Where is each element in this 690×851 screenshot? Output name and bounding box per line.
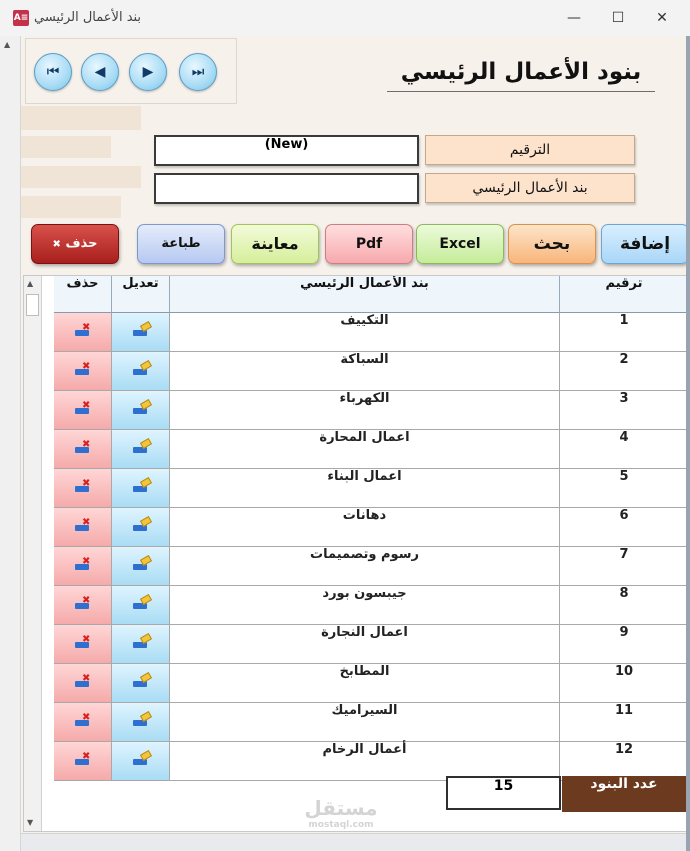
header-number: ترقيم [560, 276, 686, 313]
next-record-button[interactable] [129, 53, 167, 91]
edit-record-icon [133, 638, 149, 649]
row-delete-button[interactable] [54, 430, 112, 469]
row-main-item: التكييف [170, 313, 560, 352]
preview-button[interactable]: معاينة [231, 224, 319, 264]
first-record-button[interactable] [34, 53, 72, 91]
row-edit-button[interactable] [112, 625, 170, 664]
next-icon: ▶ [142, 64, 154, 80]
decor-brick [21, 196, 121, 218]
table-row[interactable] [54, 547, 686, 586]
row-main-item: أعمال الرخام [170, 742, 560, 781]
row-main-item: السيراميك [170, 703, 560, 742]
row-number: 7 [560, 547, 686, 586]
row-number: 10 [560, 664, 686, 703]
table-row[interactable] [54, 508, 686, 547]
row-number: 12 [560, 742, 686, 781]
row-main-item: الكهرباء [170, 391, 560, 430]
table-row[interactable] [54, 664, 686, 703]
delete-label: حذف [65, 236, 98, 251]
delete-record-icon: ✖ [75, 521, 91, 532]
row-edit-button[interactable] [112, 469, 170, 508]
row-edit-button[interactable] [112, 586, 170, 625]
table-row[interactable] [54, 391, 686, 430]
row-edit-button[interactable] [112, 391, 170, 430]
edit-record-icon [133, 404, 149, 415]
close-button[interactable]: ✕ [656, 10, 668, 26]
row-number: 8 [560, 586, 686, 625]
row-number: 5 [560, 469, 686, 508]
edit-record-icon [133, 599, 149, 610]
row-delete-button[interactable] [54, 508, 112, 547]
delete-button[interactable] [31, 224, 119, 264]
table-row[interactable] [54, 352, 686, 391]
table-row[interactable] [54, 469, 686, 508]
decor-brick [21, 166, 141, 188]
row-edit-button[interactable] [112, 742, 170, 781]
row-delete-button[interactable] [54, 586, 112, 625]
last-icon: ⏭ [191, 64, 205, 80]
scroll-up-icon[interactable]: ▲ [4, 40, 11, 49]
delete-icon: ✖ [52, 239, 61, 250]
row-number: 2 [560, 352, 686, 391]
header-edit: تعديل [112, 276, 170, 313]
item-count-value: 15 [446, 776, 561, 810]
table-row[interactable] [54, 430, 686, 469]
decor-brick [21, 106, 141, 130]
table-row[interactable] [54, 586, 686, 625]
row-edit-button[interactable] [112, 703, 170, 742]
table-row[interactable] [54, 703, 686, 742]
main-item-label: بند الأعمال الرئيسي [425, 173, 635, 203]
delete-record-icon: ✖ [75, 365, 91, 376]
record-navigator [25, 38, 237, 104]
table-row[interactable] [54, 313, 686, 352]
previous-icon: ◀ [94, 64, 106, 80]
excel-button[interactable]: Excel [416, 224, 504, 264]
pdf-button[interactable]: Pdf [325, 224, 413, 264]
delete-record-icon: ✖ [75, 482, 91, 493]
number-label: الترقيم [425, 135, 635, 165]
row-edit-button[interactable] [112, 313, 170, 352]
edit-record-icon [133, 326, 149, 337]
row-delete-button[interactable] [54, 469, 112, 508]
row-number: 3 [560, 391, 686, 430]
minimize-button[interactable]: — [567, 10, 581, 26]
print-button[interactable]: طباعة [137, 224, 225, 264]
row-edit-button[interactable] [112, 547, 170, 586]
form-bottom-bar [21, 833, 686, 851]
scroll-thumb[interactable] [26, 294, 39, 316]
search-button[interactable]: بحث [508, 224, 596, 264]
row-main-item: المطابخ [170, 664, 560, 703]
window-title: بند الأعمال الرئيسي [34, 10, 142, 25]
delete-record-icon: ✖ [75, 443, 91, 454]
row-number: 1 [560, 313, 686, 352]
delete-record-icon: ✖ [75, 755, 91, 766]
delete-record-icon: ✖ [75, 599, 91, 610]
grid-scrollbar[interactable] [24, 276, 42, 831]
main-item-field[interactable] [154, 173, 419, 204]
row-main-item: اعمال النجارة [170, 625, 560, 664]
row-delete-button[interactable] [54, 352, 112, 391]
row-main-item: رسوم وتصميمات [170, 547, 560, 586]
items-grid [23, 275, 686, 832]
decor-brick [21, 136, 111, 158]
item-count-label: عدد البنود [562, 776, 686, 812]
row-delete-button[interactable] [54, 547, 112, 586]
previous-record-button[interactable] [81, 53, 119, 91]
first-icon: ⏮ [46, 64, 60, 80]
row-number: 4 [560, 430, 686, 469]
last-record-button[interactable] [179, 53, 217, 91]
header-delete: حذف [54, 276, 112, 313]
row-edit-button[interactable] [112, 430, 170, 469]
scroll-up-icon[interactable]: ▲ [27, 279, 34, 288]
delete-record-icon: ✖ [75, 326, 91, 337]
form-body [21, 36, 686, 851]
delete-record-icon: ✖ [75, 404, 91, 415]
row-main-item: اعمال المحارة [170, 430, 560, 469]
watermark-domain: mostaql.com [308, 820, 374, 830]
number-field[interactable]: (New) [154, 135, 419, 166]
delete-record-icon: ✖ [75, 560, 91, 571]
row-delete-button[interactable] [54, 313, 112, 352]
edit-record-icon [133, 560, 149, 571]
row-delete-button[interactable] [54, 703, 112, 742]
edit-record-icon [133, 677, 149, 688]
scroll-down-icon[interactable]: ▼ [27, 818, 34, 827]
row-edit-button[interactable] [112, 352, 170, 391]
access-app-icon: A≡ [13, 10, 29, 26]
delete-record-icon: ✖ [75, 638, 91, 649]
left-scrollbar[interactable] [0, 36, 21, 851]
maximize-button[interactable]: ☐ [611, 10, 625, 26]
row-main-item: السباكة [170, 352, 560, 391]
edit-record-icon [133, 716, 149, 727]
row-edit-button[interactable] [112, 508, 170, 547]
edit-record-icon [133, 443, 149, 454]
row-delete-button[interactable] [54, 625, 112, 664]
row-delete-button[interactable] [54, 391, 112, 430]
edit-record-icon [133, 482, 149, 493]
edit-record-icon [133, 521, 149, 532]
background-window-edge [686, 36, 690, 851]
row-delete-button[interactable] [54, 742, 112, 781]
row-delete-button[interactable] [54, 664, 112, 703]
row-edit-button[interactable] [112, 664, 170, 703]
row-main-item: اعمال البناء [170, 469, 560, 508]
mostaql-watermark [293, 796, 389, 830]
row-main-item: جيبسون بورد [170, 586, 560, 625]
watermark-brand: مستقل [304, 796, 378, 820]
row-main-item: دهانات [170, 508, 560, 547]
header-main-item: بند الأعمال الرئيسي [170, 276, 560, 313]
delete-record-icon: ✖ [75, 677, 91, 688]
title-underline [387, 91, 655, 92]
edit-record-icon [133, 365, 149, 376]
title-bar [0, 0, 690, 37]
edit-record-icon [133, 755, 149, 766]
add-button[interactable]: إضافة [601, 224, 686, 264]
table-row[interactable] [54, 625, 686, 664]
row-number: 6 [560, 508, 686, 547]
delete-record-icon: ✖ [75, 716, 91, 727]
form-title: بنود الأعمال الرئيسي [400, 59, 642, 85]
row-number: 11 [560, 703, 686, 742]
row-number: 9 [560, 625, 686, 664]
